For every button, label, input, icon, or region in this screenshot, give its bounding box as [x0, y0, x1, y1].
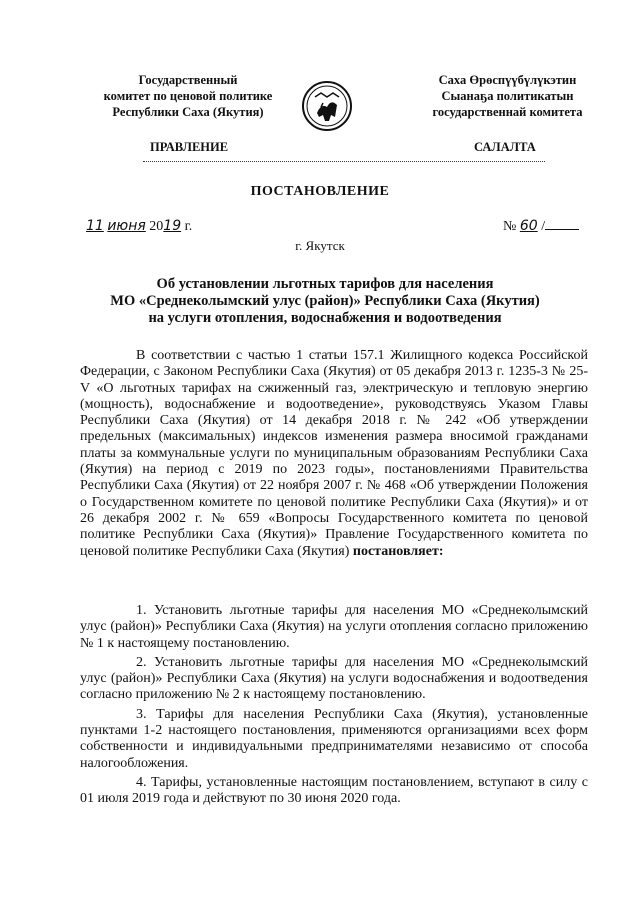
- right-org-line: государственнай комитета: [432, 105, 583, 119]
- left-sub-heading: ПРАВЛЕНИЕ: [150, 140, 229, 154]
- document-number: [503, 218, 579, 235]
- left-org-line: Республики Саха (Якутия): [112, 105, 264, 119]
- list-item: 2. Установить льготные тарифы для населения МО «Среднеколымский улус (район)» Республики Саха (Якутия) на услуги водоснабжения и водоотведения согласно приложению № 2 к настоящему постановлению.: [80, 654, 588, 703]
- preamble-text: В соответствии с частью 1 статьи 157.1 Жилищного кодекса Российской Федерации, с Законом Республики Саха (Якутия) от 05 декабря 2013 г. 1235-3 № 25-V «О льготных тарифах на сжиженный газ, электрическую и тепловую энергию (мощность), водоснабжение и водоотведение», руководствуясь Указом Главы Республики Саха (Якутия) от 14 декабря 2018 г. № 242 «Об утверждении предельных (максимальных) индексов изменения размера вносимой гражданами платы за коммунальные услуги по муниципальным образованиям Республики Саха (Якутия) на период с 2019 по 2023 годы», постановлениями Правительства Республики Саха (Якутия) от 22 ноября 2007 г. № 468 «Об утверждении Положения о Государственном комитете по ценовой политике Республики Саха (Якутия)» и от 26 декабря 2002 г. № 659 «Вопросы Государственного комитета по ценовой политике Республики Саха (Якутия)» Правление Государственного комитета по ценовой политике Республики Саха (Якутия): [80, 348, 588, 559]
- coat-of-arms-emblem-icon: [301, 77, 353, 135]
- date-year-suffix: 19: [163, 218, 182, 234]
- left-org-line: Государственный: [138, 73, 238, 87]
- document-subject: [80, 276, 570, 327]
- subject-line: на услуги отопления, водоснабжения и водоотведения: [148, 310, 502, 326]
- date-year-prefix: 20: [149, 219, 164, 234]
- city-line: г. Якутск: [295, 238, 345, 253]
- preamble-paragraph: [80, 348, 588, 560]
- right-sub-heading: САЛАЛТА: [474, 140, 536, 154]
- document-date: [86, 218, 192, 235]
- date-month: июня: [107, 218, 146, 234]
- left-org-line: комитет по ценовой политике: [103, 89, 273, 103]
- document-title: ПОСТАНОВЛЕНИЕ: [250, 184, 390, 199]
- subject-line: МО «Среднеколымский улус (район)» Республики Саха (Якутия): [110, 293, 540, 309]
- right-org-line: Саха Өрөспүүбүлүкэтин: [438, 73, 577, 87]
- date-day: 11: [86, 218, 104, 234]
- list-item: 1. Установить льготные тарифы для населения МО «Среднеколымский улус (район)» Республики Саха (Якутия) на услуги отопления согласно приложению № 1 к настоящему постановлению.: [80, 603, 588, 651]
- resolution-items: [80, 603, 588, 811]
- list-item: 3. Тарифы для населения Республики Саха (Якутия), установленные пунктами 1-2 настоящего постановления, применяются организациями всех форм собственности и индивидуальными предпринимателями независимо от способа налогообложения.: [80, 706, 588, 771]
- list-item: 4. Тарифы, установленные настоящим постановлением, вступают в силу с 01 июля 2019 года и действуют по 30 июня 2020 года.: [80, 774, 588, 807]
- number-prefix: №: [503, 219, 517, 234]
- date-unit: г.: [184, 219, 193, 234]
- right-org-name: [400, 72, 615, 120]
- header-divider: [143, 161, 545, 162]
- number-value: 60: [519, 218, 538, 234]
- right-org-line: Сыанаҕа политикатын: [441, 89, 574, 103]
- resolves-word: постановляет:: [352, 543, 444, 559]
- left-org-name: [88, 72, 288, 120]
- number-suffix: /: [541, 219, 546, 234]
- subject-line: Об установлении льготных тарифов для населения: [156, 276, 494, 292]
